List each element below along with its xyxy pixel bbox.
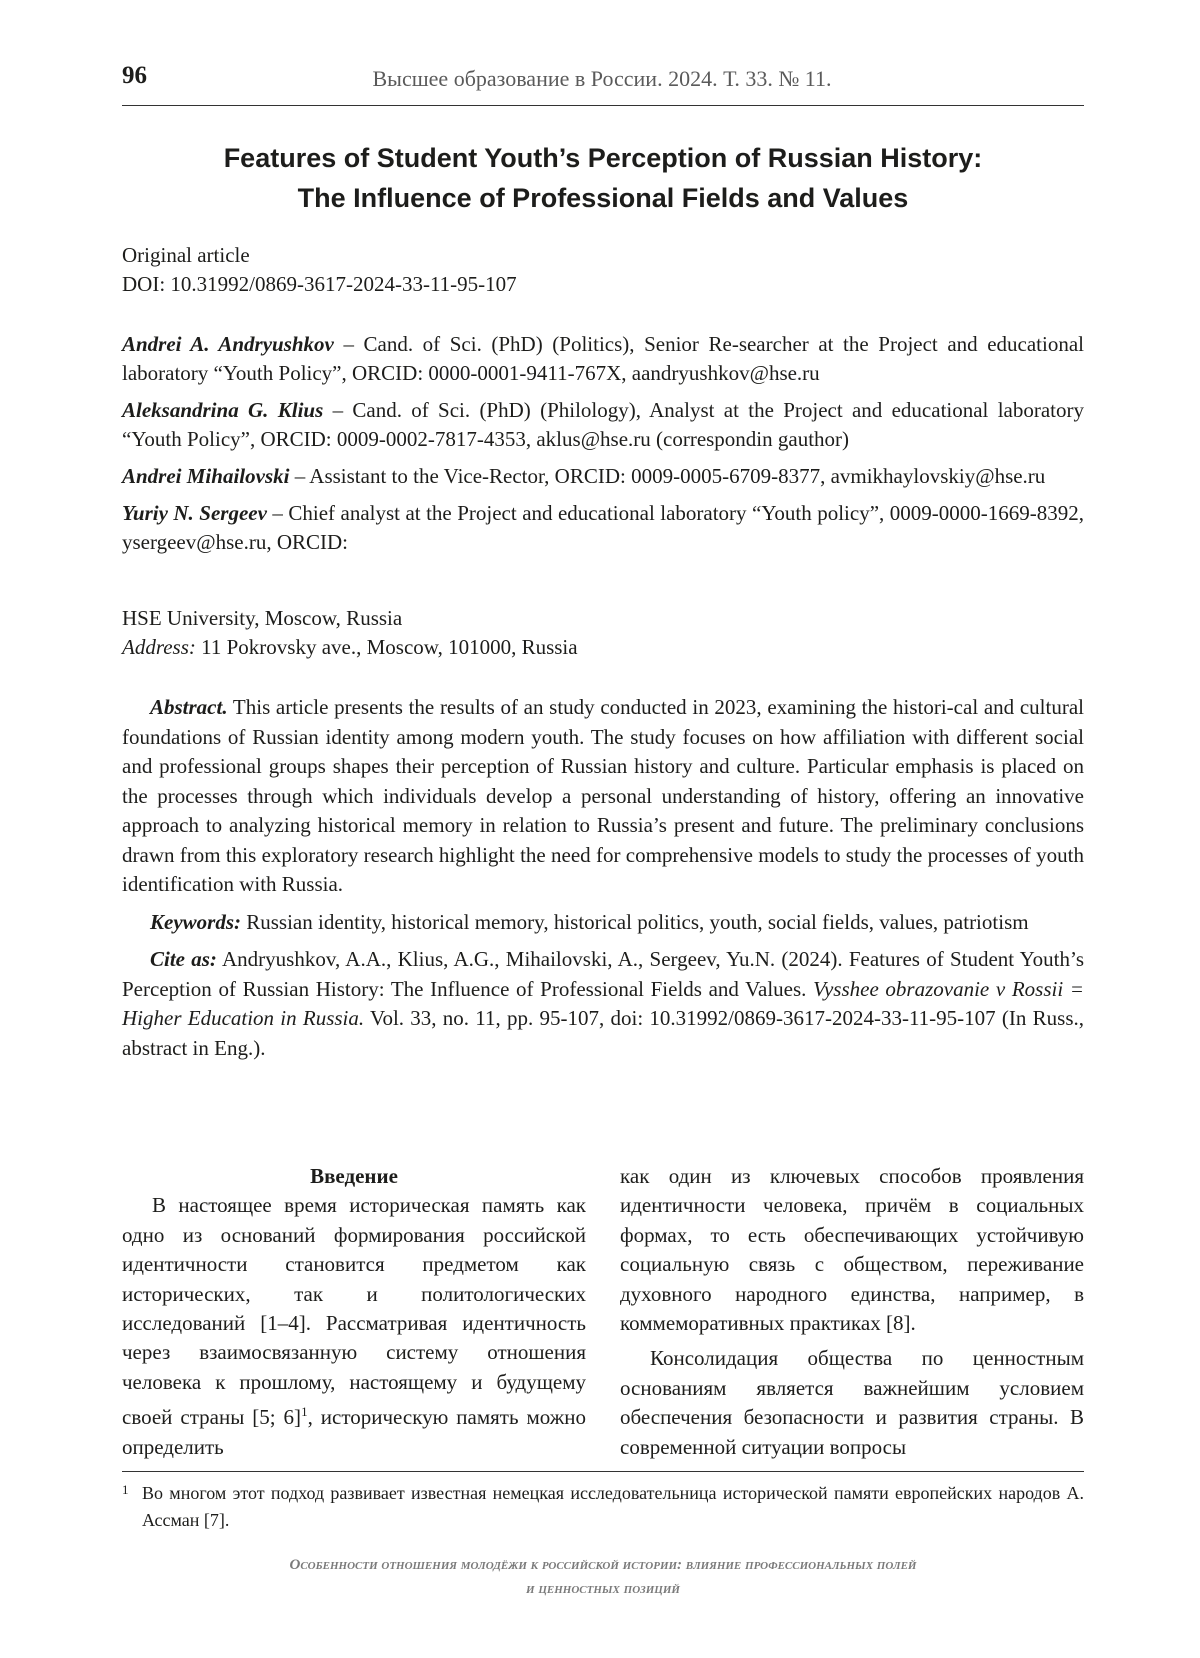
- keywords-text: Russian identity, historical memory, historical politics, youth, social fields, values, patriotism: [241, 909, 1029, 934]
- citation-journal: Vysshee obrazovanie v Rossii = Higher Education in Russia.: [122, 976, 1084, 1030]
- university: HSE University, Moscow, Russia: [122, 606, 403, 630]
- citation-label: Cite as:: [150, 947, 217, 971]
- footnote-divider: [122, 1471, 1084, 1472]
- author-list: [122, 330, 1084, 565]
- address-label: Address:: [122, 635, 196, 659]
- abstract-text: This article presents the results of an study conducted in 2023, examining the histori-cal and cultural foundations of Russian identity among modern youth. The study focuses on how affiliation with different social and professional groups shapes their perception of Russian history and culture. Particular emphasis is placed on the processes through which individuals develop a personal understanding of history, offering an innovative approach to analyzing historical memory in relation to Russia’s present and future. The preliminary conclusions drawn from this exploratory research highlight the need for comprehensive models to study the processes of youth identification with Russia.: [122, 695, 1084, 896]
- author-name: Andrei Mihailovski: [122, 464, 290, 488]
- affiliation: [122, 604, 1084, 662]
- author-details: – Assistant to the Vice-Rector, ORCID: 0009-0005-6709-8377, avmikhaylovskiy@hse.ru: [289, 464, 1046, 488]
- body-column-right: [620, 1162, 1084, 1462]
- address: [122, 633, 1084, 662]
- page-footer: [122, 1553, 1084, 1601]
- citation-text: Andryushkov, A.A., Klius, A.G., Mihailovski, A., Sergeev, Yu.N. (2024). Features of Student Youth’s Perception of Russian History: The Influence of Professional Fields and Values.: [122, 947, 1084, 1001]
- body-paragraph-continuation: как один из ключевых способов проявления идентичности человека, причём в социальных формах, то есть обеспечивающих устойчивую социальную связь с обществом, переживание духовного народного единства, например, в коммеморативных практиках [8].: [620, 1164, 1084, 1336]
- author-details: – Cand. of Sci. (PhD) (Politics), Senior Re-searcher at the Project and educational laboratory “Youth Policy”, ORCID: 0000-0001-9411-767X, aandryushkov@hse.ru: [122, 332, 1084, 385]
- abstract-section: [122, 693, 1084, 1071]
- page-header: [122, 62, 1082, 102]
- footnote-number: 1: [122, 1482, 129, 1497]
- author-name: Yuriy N. Sergeev: [122, 501, 267, 525]
- author-entry: [122, 499, 1084, 557]
- abstract-label: Abstract.: [150, 695, 228, 719]
- paragraph-text: В настоящее время историческая память как одно из оснований формирования российской идентичности становится предметом как исторических, так и политологических исследований [1–4]. Рассматривая идентичность через взаимосвязанную систему отношения человека к прошлому, настоящему и будущему своей страны [5; 6]: [122, 1193, 586, 1430]
- header-divider: [122, 105, 1084, 106]
- address-text: 11 Pokrovsky ave., Moscow, 101000, Russia: [195, 635, 578, 659]
- article-meta: [122, 241, 1084, 299]
- keywords: [122, 908, 1084, 938]
- author-entry: [122, 330, 1084, 388]
- running-title: Высшее образование в России. 2024. Т. 33. № 11.: [372, 66, 832, 91]
- author-details: – Cand. of Sci. (PhD) (Philology), Analyst at the Project and educational laboratory “Youth Policy”, ORCID: 0009-0002-7817-4353, aklus@hse.ru (correspondin gauthor): [122, 398, 1084, 451]
- title-line-1: Features of Student Youth’s Perception of Russian History:: [223, 143, 983, 173]
- footnote-text: Во многом этот подход развивает известная немецкая исследовательница исторической памяти европейских народов А. Ассман [7].: [142, 1483, 1084, 1530]
- article-type: Original article: [122, 243, 250, 267]
- author-name: Andrei A. Andryushkov: [122, 332, 334, 356]
- citation-text-end: Vol. 33, no. 11, pp. 95-107, doi: 10.31992/0869-3617-2024-33-11-95-107 (In Russ., abstract in Eng.).: [122, 1006, 1084, 1060]
- author-details: – Chief analyst at the Project and educational laboratory “Youth policy”, 0009-0000-1669-8392, ysergeev@hse.ru, ORCID:: [122, 501, 1084, 554]
- keywords-label: Keywords:: [150, 909, 241, 934]
- doi[interactable]: DOI: 10.31992/0869-3617-2024-33-11-95-107: [122, 272, 517, 296]
- article-title: [122, 138, 1084, 218]
- author-entry: [122, 462, 1084, 491]
- abstract: [122, 693, 1084, 900]
- body-column-left: [122, 1162, 586, 1462]
- author-entry: [122, 396, 1084, 454]
- footnote: [122, 1480, 1084, 1534]
- body-paragraph: [122, 1191, 586, 1462]
- footer-line-2: и ценностных позиций: [526, 1581, 680, 1597]
- footnote-reference[interactable]: 1: [301, 1404, 308, 1420]
- body-paragraph: Консолидация общества по ценностным основаниям является важнейшим условием обеспечения безопасности и развития страны. В современной ситуации вопросы: [620, 1346, 1084, 1459]
- page-number: 96: [122, 62, 147, 89]
- title-line-2: The Influence of Professional Fields and Values: [297, 183, 909, 213]
- paragraph-text-end: , историческую память можно определить: [122, 1405, 587, 1459]
- citation: [122, 945, 1084, 1063]
- author-name: Aleksandrina G. Klius: [122, 398, 324, 422]
- section-heading: Введение: [310, 1164, 398, 1188]
- footer-line-1: Особенности отношения молодёжи к российской истории: влияние профессиональных полей: [289, 1557, 917, 1573]
